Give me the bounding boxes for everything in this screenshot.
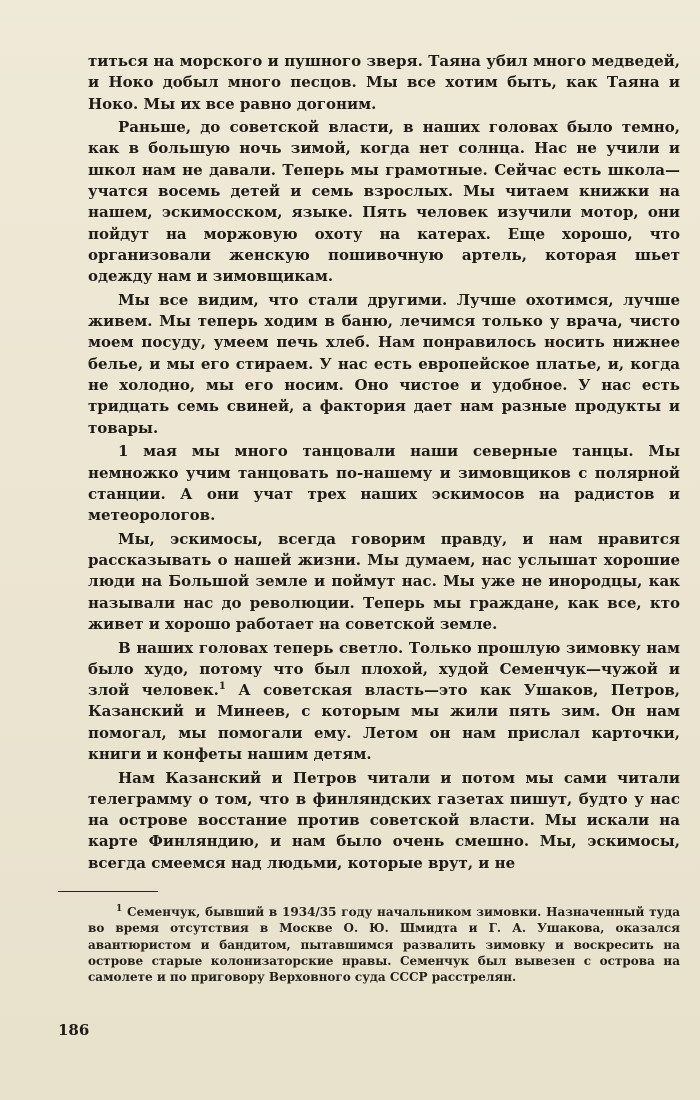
paragraph-7: Нам Казанский и Петров читали и потом мы сами читали телеграмму о том, что в финляндских газетах пишут, будто у нас на острове восстание против советской власти. Мы искали на карте Финляндию, и нам было очень смешно. Мы, эскимосы, всегда смеемся над людьми, которые врут, и не xyxy=(88,768,680,872)
paragraph-6-part-1: В наших головах теперь светло. Только прошлую зимовку нам было худо, потому что был плохой, худой Семенчук—чужой и злой человек. xyxy=(88,638,680,700)
paragraph-4: 1 мая мы много танцовали наши северные танцы. Мы немножко учим танцовать по-нашему и зимовщиков с полярной станции. А они учат трех наших эскимосов на радистов и метеорологов. xyxy=(88,442,680,525)
paragraph-2: Раньше, до советской власти, в наших головах было темно, как в большую ночь зимой, когда нет солнца. Нас не учили и школ нам не давали. Теперь мы грамотные. Сейчас есть школа—учатся восемь детей и семь взрослых. Мы читаем книжки на нашем, эскимосском, языке. Пять человек изучили мотор, они пойдут на моржовую охоту на катерах. Еще хорошо, что организовали женскую пошивочную артель, которая шьет одежду нам и зимовщикам. xyxy=(88,118,680,286)
footnote-number: 1 xyxy=(116,904,123,914)
paragraph-6 xyxy=(88,638,680,766)
paragraph-5: Мы, эскимосы, всегда говорим правду, и нам нравится рассказывать о нашей жизни. Мы думаем, нас услышат хорошие люди на Большой земле и поймут нас. Мы уже не инородцы, как называли нас до революции. Теперь мы граждане, как все, кто живет и хорошо работает на советской земле. xyxy=(88,529,680,633)
paragraph-6-part-2: А советская власть—это как Ушаков, Петров, Казанский и Минеев, с которым мы жили пять зим. Он нам помогал, мы помогали ему. Летом он нам прислал карточки, книги и конфеты нашим детям. xyxy=(88,681,680,763)
footnote-divider xyxy=(58,891,158,892)
footnote xyxy=(88,904,680,985)
page-number: 186 xyxy=(58,1021,90,1039)
paragraph-3: Мы все видим, что стали другими. Лучше охотимся, лучше живем. Мы теперь ходим в баню, лечимся только у врача, чисто моем посуду, умеем печь хлеб. Нам понравилось носить нижнее белье, и мы его стираем. У нас есть европейское платье, и, когда не холодно, мы его носим. Оно чистое и удобное. У нас есть тридцать семь свиней, а фактория дает нам разные продукты и товары. xyxy=(88,290,680,437)
footnote-reference: 1 xyxy=(218,681,226,693)
paragraph-1: титься на морского и пушного зверя. Таяна убил много медведей, и Ноко добыл много песцов. Мы все хотим быть, как Таяна и Ноко. Мы их все равно догоним. xyxy=(88,52,680,113)
footnote-text: Семенчук, бывший в 1934/35 году начальником зимовки. Назначенный туда во время отсутствия в Москве О. Ю. Шмидта и Г. А. Ушакова, оказался авантюристом и бандитом, пытавшимся развалить зимовку и воскресить на острове старые колонизаторские нравы. Семенчук был вывезен с острова на самолете и по приговору Верховного суда СССР расстрелян. xyxy=(88,905,680,985)
main-text xyxy=(88,51,680,876)
